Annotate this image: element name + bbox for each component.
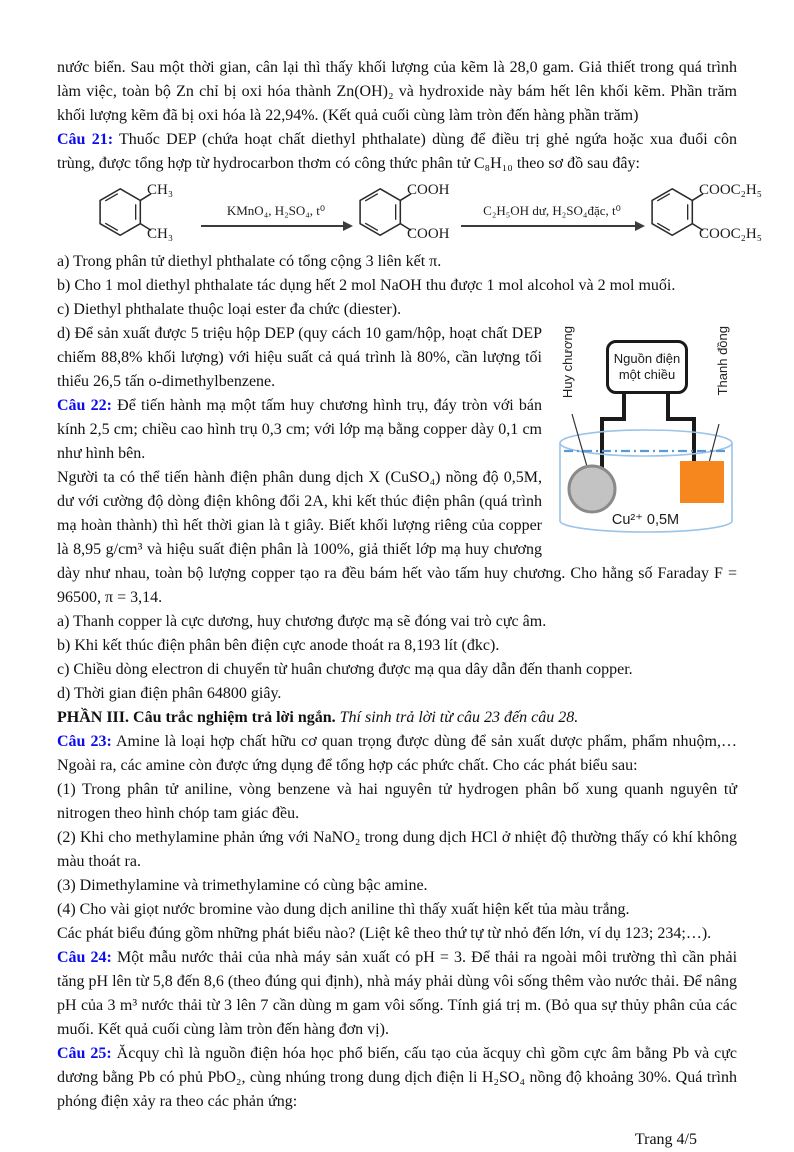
question-22-item-c: c) Chiều dòng electron di chuyển từ huân chương được mạ qua dây dẫn đến thanh copper.: [57, 661, 633, 678]
question-21-item-a: a) Trong phân tử diethyl phthalate có tổng cộng 3 liên kết π.: [57, 253, 442, 270]
part3-heading-italic: Thí sinh trả lời từ câu 23 đến câu 28.: [339, 709, 579, 726]
question-23-statement-1: (1) Trong phân tử aniline, vòng benzene và hai nguyên tử hydrogen phân bố xung quanh nguyên tử nitrogen theo hình chóp tam giác đều.: [57, 781, 737, 822]
question-22-item-a: a) Thanh copper là cực dương, huy chương được mạ sẽ đóng vai trò cực âm.: [57, 613, 547, 630]
electrolysis-figure: [554, 324, 737, 536]
reaction-arrow-2: [461, 197, 643, 227]
intro-text: nước biển. Sau một thời gian, cân lại thì thấy khối lượng của kẽm là 28,0 gam. Giả thiết trong quá trình làm việc, toàn bộ Zn chỉ bị oxi hóa thành Zn(OH)₂ và hydroxide này bám hết lên khối kẽm. Phần trăm khối lượng kẽm đã bị oxi hóa là 22,94%. (Kết quả cuối cùng làm tròn đến hàng phần trăm): [57, 59, 737, 124]
reaction-arrow-1: [201, 197, 351, 227]
copper-bar-electrode: [680, 461, 724, 503]
intermediate-phthalic-acid: [355, 180, 457, 244]
medal-electrode: [569, 466, 615, 512]
question-24-text: Một mẫu nước thải của nhà máy sản xuất có pH = 3. Để thải ra ngoài môi trường thì cần phải tăng pH lên từ 5,8 đến 8,6 (theo đúng qui định), nhà máy phải dùng vôi sống thêm vào nước thải. Để nâng pH của 3 m³ nước thải từ 3 lên 7 cần dùng m gam vôi sống. Tính giá trị m. (Bỏ qua sự thủy phân của các muối. Kết quả cuối cùng làm tròn đến hàng đơn vị).: [57, 949, 738, 1038]
question-25-text: Ăcquy chì là nguồn điện hóa học phổ biến, cấu tạo của ăcquy chì gồm cực âm bằng Pb và cực dương bằng Pb có phủ PbO₂, cùng nhúng trong dung dịch điện li H₂SO₄ nồng độ khoảng 30%. Quá trình phóng điện xảy ra theo các phản ứng:: [57, 1045, 737, 1110]
arrow-shaft-icon: [201, 225, 351, 227]
question-21: [57, 128, 737, 176]
question-23-question: Các phát biểu đúng gồm những phát biểu nào? (Liệt kê theo thứ tự từ nhỏ đến lớn, ví dụ 123; 234;…).: [57, 925, 712, 942]
question-23-statement-4: (4) Cho vài giọt nước bromine vào dung dịch aniline thì thấy xuất hiện kết tủa màu trắng.: [57, 901, 630, 918]
reaction-scheme: [95, 180, 762, 244]
question-23-statement-2: (2) Khi cho methylamine phản ứng với NaNO₂ trong dung dịch HCl ở nhiệt độ thường thấy có khí không màu thoát ra.: [57, 829, 737, 870]
solution-label: Cu²⁺ 0,5M: [611, 512, 680, 528]
intro-paragraph: [57, 56, 737, 128]
arrow-shaft-icon: [461, 225, 643, 227]
question-22-text-1: Để tiến hành mạ một tấm huy chương hình trụ, đáy tròn với bán kính 2,5 cm; chiều cao hình trụ 0,3 cm; với lớp mạ bằng copper dày 0,1 cm như hình bên.: [57, 397, 543, 462]
question-22-flow: [57, 322, 737, 610]
substituent-label: COOC₂H₅: [699, 182, 762, 198]
copper-bar-label: Thanh đồng: [715, 326, 730, 396]
reaction-conditions-1: KMnO₄, H₂SO₄, t⁰: [226, 203, 326, 218]
reactant-o-xylene: [95, 180, 197, 244]
page-number: Trang 4/5: [634, 1131, 697, 1148]
question-21-label: Câu 21:: [57, 131, 114, 148]
question-24-label: Câu 24:: [57, 949, 112, 966]
question-23-text: Amine là loại hợp chất hữu cơ quan trọng được dùng để sản xuất dược phẩm, phẩm nhuộm,… Ngoài ra, các amine còn được ứng dụng để tổng hợp các phức chất. Cho các phát biểu sau:: [57, 733, 738, 774]
psu-label-line1: Nguồn điện: [613, 351, 681, 366]
wire-left: [602, 394, 624, 472]
question-21-item-d: d) Để sản xuất được 5 triệu hộp DEP (quy cách 10 gam/hộp, hoạt chất DEP chiếm 88,8% khối lượng) với hiệu suất cả quá trình là 80%, cần lượng tối thiểu 26,5 tấn o-dimethylbenzene.: [57, 325, 542, 390]
psu-label-line2: một chiều: [618, 367, 676, 382]
substituent-label: COOC₂H₅: [699, 226, 762, 242]
medal-label: Huy chương: [560, 326, 575, 399]
question-24: [57, 946, 737, 1042]
question-21-text: Thuốc DEP (chứa hoạt chất diethyl phthalate) dùng để điều trị ghẻ ngứa hoặc xua đuổi côn trùng, được tổng hợp từ hydrocarbon thơm có công thức phân tử C₈H₁₀ theo sơ đồ sau đây:: [57, 131, 738, 172]
question-23-statement-3: (3) Dimethylamine và trimethylamine có cùng bậc amine.: [57, 877, 428, 894]
question-23: [57, 730, 737, 778]
question-23-label: Câu 23:: [57, 733, 112, 750]
question-25-label: Câu 25:: [57, 1045, 112, 1062]
question-21-item-b: b) Cho 1 mol diethyl phthalate tác dụng hết 2 mol NaOH thu được 1 mol alcohol và 2 mol muối.: [57, 277, 676, 294]
dc-power-source-box: [606, 340, 688, 394]
question-22-item-b: b) Khi kết thúc điện phân bên điện cực anode thoát ra 8,193 lít (đkc).: [57, 637, 500, 654]
product-diethyl-phthalate: [647, 180, 775, 244]
question-22-item-d: d) Thời gian điện phân 64800 giây.: [57, 685, 282, 702]
question-21-item-c: c) Diethyl phthalate thuộc loại ester đa chức (diester).: [57, 301, 402, 318]
substituent-label: CH₃: [147, 182, 174, 198]
substituent-label: COOH: [407, 226, 450, 242]
part3-heading-bold: PHẦN III. Câu trắc nghiệm trả lời ngắn.: [57, 709, 336, 726]
substituent-label: COOH: [407, 182, 450, 198]
question-22-label: Câu 22:: [57, 397, 112, 414]
question-25: [57, 1042, 737, 1114]
question-22-paragraph-2: Người ta có thể tiến hành điện phân dung dịch X (CuSO₄) nồng độ 0,5M, dư với cường độ dòng điện không đổi 2A, khi kết thúc điện phân (quá trình mạ hoàn thành) thì hết thời gian là t giây. Biết khối lượng riêng của copper là 8,95 g/cm³ và hiệu suất điện phân là 100%, giả thiết lớp mạ huy chương dày như nhau, toàn bộ lượng copper tạo ra đều bám hết vào tấm huy chương. Cho hằng số Faraday F = 96500, π = 3,14.: [57, 469, 737, 606]
substituent-label: CH₃: [147, 226, 174, 242]
reaction-conditions-2: C₂H₅OH dư, H₂SO₄đặc, t⁰: [483, 203, 621, 218]
part3-heading: [57, 706, 737, 730]
